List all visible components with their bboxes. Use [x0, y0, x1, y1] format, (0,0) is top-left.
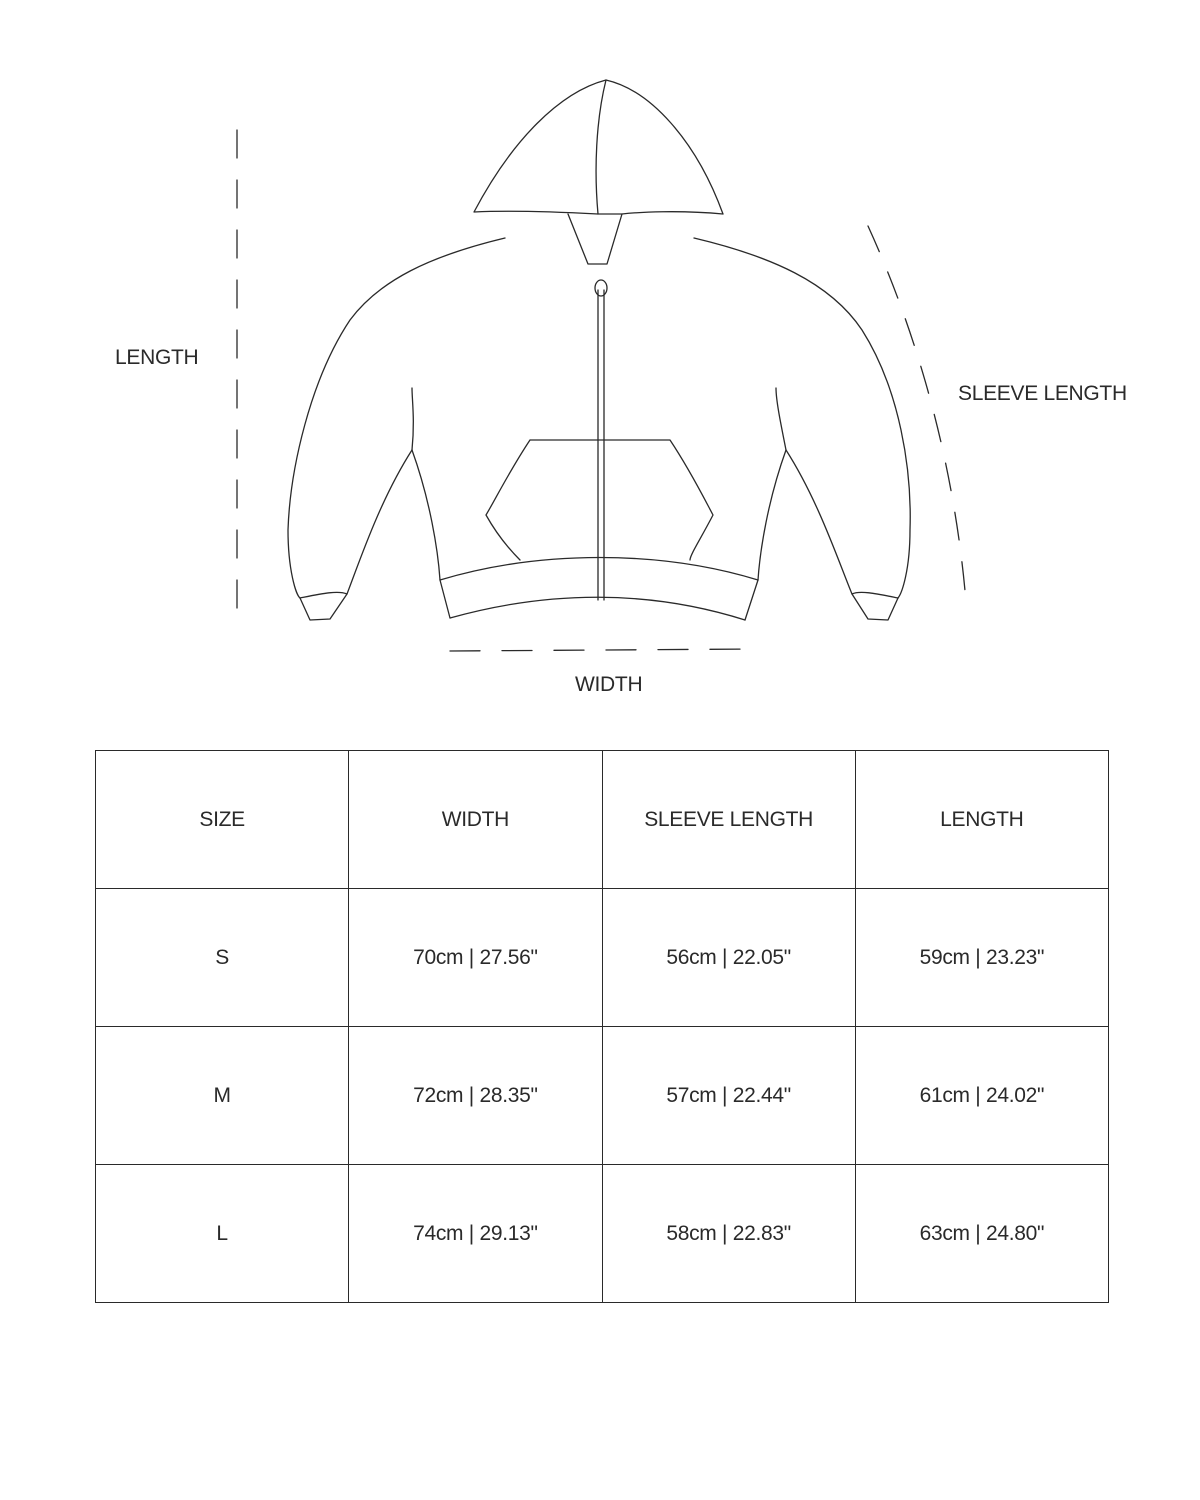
left-body-side: [412, 450, 440, 580]
size-cell: L: [96, 1165, 349, 1303]
header-sleeve-length: SLEEVE LENGTH: [602, 751, 855, 889]
right-cuff: [852, 594, 898, 620]
size-cell: S: [96, 889, 349, 1027]
length-cell: 61cm | 24.02": [855, 1027, 1108, 1165]
hem-bottom: [450, 597, 745, 620]
hood-inner: [568, 214, 622, 264]
zipper-line: [598, 290, 604, 600]
length-cell: 59cm | 23.23": [855, 889, 1108, 1027]
right-sleeve-inner: [776, 388, 786, 450]
hem-sides: [440, 580, 758, 620]
table-row: [96, 1165, 1109, 1303]
left-shoulder: [288, 238, 505, 598]
sleeve-length-label: SLEEVE LENGTH: [958, 382, 1127, 405]
hood-outline: [474, 80, 723, 214]
width-cell: 70cm | 27.56": [349, 889, 602, 1027]
width-label: WIDTH: [575, 673, 643, 696]
hood-seam: [596, 80, 606, 214]
sleeve-length-cell: 58cm | 22.83": [602, 1165, 855, 1303]
size-chart-table: [95, 750, 1109, 1303]
sleeve-length-cell: 56cm | 22.05": [602, 889, 855, 1027]
table-row: [96, 889, 1109, 1027]
right-shoulder: [694, 238, 910, 598]
size-cell: M: [96, 1027, 349, 1165]
length-label: LENGTH: [115, 346, 199, 369]
zipper-pull: [595, 280, 607, 296]
sleeve-length-cell: 57cm | 22.44": [602, 1027, 855, 1165]
hem-top: [440, 558, 758, 581]
table-row: [96, 1027, 1109, 1165]
left-cuff: [300, 594, 347, 620]
length-cell: 63cm | 24.80": [855, 1165, 1108, 1303]
left-sleeve-under: [300, 450, 412, 598]
width-cell: 72cm | 28.35": [349, 1027, 602, 1165]
left-sleeve-inner: [412, 388, 413, 450]
kangaroo-pocket: [486, 440, 713, 560]
sleeve-dimension-line: [868, 226, 966, 602]
width-dimension-line: [450, 649, 758, 651]
hoodie-diagram: [0, 0, 1200, 720]
table-header-row: [96, 751, 1109, 889]
right-sleeve-under: [786, 450, 898, 598]
header-width: WIDTH: [349, 751, 602, 889]
header-length: LENGTH: [855, 751, 1108, 889]
header-size: SIZE: [96, 751, 349, 889]
right-body-side: [758, 450, 786, 580]
width-cell: 74cm | 29.13": [349, 1165, 602, 1303]
